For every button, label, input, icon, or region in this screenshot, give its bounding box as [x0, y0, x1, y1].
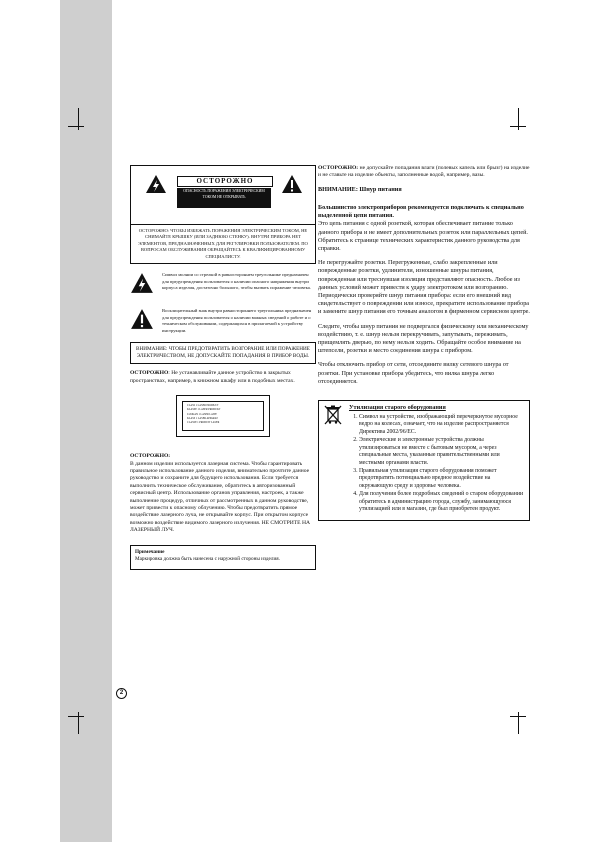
laser-label-line: LUOKAN 1 LASER LAITE	[187, 412, 217, 416]
laser-class-label	[176, 395, 270, 437]
left-column	[130, 165, 316, 570]
laser-label-line: KLASSE 1 LASER PRODUKT	[187, 408, 221, 412]
power-cord-paragraph: Это цепь питания с одной розеткой, которая обеспечивает питание только данного прибора и не имеет дополнительных розеток или параллельных цепей. Обратитесь к странице технических характеристик данного руководства для справки.	[318, 220, 528, 253]
install-caution-label: ОСТОРОЖНО	[130, 370, 169, 377]
laser-label-line: CLASSE 1 PRODUIT LASER	[187, 421, 220, 425]
power-cord-paragraph: Не перегружайте розетки. Перегруженные, слабо закрепленные или поврежденные розетки, удлинители, изношенные шнуры питания, поврежденная или треснувшая изоляция представляют опасность. Любое из данных условий может привести к удару электротоком или возгоранию. Периодически проверяйте шнур питания прибора: если его внешний вид свидетельствует о повреждении или износе, прекратите использование прибора и замените шнур питания его точным аналогом в фирменном сервисном центре.	[318, 259, 530, 316]
crossed-bin-icon	[323, 404, 343, 426]
list-item: 1. Символ на устройстве, изображающий перечеркнутое мусорное ведро на колесах, означает, что на изделие распространяется Директива 2002/96/EC.	[359, 414, 525, 436]
power-cord-paragraph: Чтобы отключить прибор от сети, отсоедините вилку сетевого шнура от розетки. При установке прибора убедитесь, что вилка шнура легко отсоединяется.	[318, 361, 509, 385]
laser-label-line: KLASS 1 LASER APPARAT	[187, 416, 218, 420]
warning-subtitle: ОПАСНОСТЬ ПОРАЖЕНИЯ ЭЛЕКТРИЧЕСКИМ ТОКОМ НЕ ОТКРЫВАТЬ	[177, 188, 271, 208]
note-text: Маркировка должна быть нанесена с наружной стороны изделия.	[135, 555, 280, 562]
disposal-box	[318, 400, 530, 521]
page-number: 2	[116, 688, 127, 699]
water-caution-label: ОСТОРОЖНО:	[318, 165, 359, 171]
laser-caution-label	[130, 453, 316, 460]
list-item: 3. Правильная утилизация старого оборудования поможет предотвратить потенциально вредное воздействие на окружающую среду и здоровье человека.	[359, 468, 525, 490]
install-caution	[130, 370, 316, 385]
lightning-symbol-explanation	[130, 272, 316, 294]
power-cord-title: ВНИМАНИЕ: Шнур питания	[318, 185, 402, 193]
warning-text: ОСТОРОЖНО: ЧТОБЫ ИЗБЕЖАТЬ ПОРАЖЕНИЯ ЭЛЕКТРИЧЕСКИМ ТОКОМ, НЕ СНИМАЙТЕ КРЫШКУ (ИЛИ ЗАДНЮЮ СТЕНКУ). ВНУТРИ ПРИБОРА НЕТ ЭЛЕМЕНТОВ, ПРЕДНАЗНАЧЕННЫХ ДЛЯ РЕГУЛИРОВКИ ПОЛЬЗОВАТЕЛЕМ. ПО ВОПРОСАМ ОБСЛУЖИВАНИЯ ОБРАЩАЙТЕСЬ К КВАЛИФИЦИРОВАННОМУ СПЕЦИАЛИСТУ.	[130, 225, 316, 264]
note-title: Примечание	[135, 548, 165, 555]
water-caution-text: не допускайте попадания влаги (полевых капель или брызг) на изделие и не ставьте на изделие объекты, заполненные водой, например, вазы.	[318, 165, 530, 179]
exclamation-symbol-explanation	[130, 308, 316, 334]
list-item: 2. Электрические и электронные устройства должны утилизироваться не вместе с бытовым мусором, а через специальные места, указанные правительственными или местными органами власти.	[359, 437, 525, 467]
note-box	[130, 545, 316, 570]
crop-mark	[68, 716, 84, 717]
laser-class-label-inner	[182, 401, 264, 431]
laser-caution-text: В данном изделии используется лазерная система. Чтобы гарантировать правильное использование данного изделия, внимательно прочтите данное руководство и сохраните для будущего использования. Если требуется выполнить техническое обслуживание, обратитесь в авторизованный сервисный центр. Использование органов управления, настроек, а также выполнение процедур, отличных от рассмотренных в данном руководстве, может привести к опасному облучению. Чтобы предотвратить прямое воздействие лазерного луча, не открывайте корпус. При открытом корпусе возможно воздействие видимого лазерного излучения. НЕ СМОТРИТЕ НА ЛАЗЕРНЫЙ ЛУЧ.	[130, 460, 311, 534]
right-column	[318, 165, 530, 521]
exclamation-symbol-text: Восклицательный знак внутри равностороннего треугольника предназначен для предупреждения пользователя о наличии важных сведений о работе и о техническом обслуживании, содержащихся в прилагаемой к устройству инструкции.	[162, 308, 312, 333]
disposal-title: Утилизация старого оборудования	[349, 404, 446, 412]
power-cord-paragraph: Следите, чтобы шнур питания не подвергался физическому или механическому воздействию, т. е. шнур нельзя перекручивать, запутывать, пережимать, прищемлять дверью, по нему нельзя ходить. Обращайте особое внимание на штепсели, розетки и место соединения шнура с прибором.	[318, 322, 529, 355]
page-content	[130, 165, 550, 725]
exclamation-warning-icon	[130, 308, 154, 330]
disposal-list	[323, 414, 525, 513]
laser-label-line: CLASS 1 LASER PRODUCT	[187, 404, 219, 408]
lightning-warning-icon	[145, 174, 167, 194]
crop-mark	[68, 126, 84, 127]
warning-box	[130, 165, 316, 225]
lightning-symbol-text: Символ молнии со стрелкой в равностороннем треугольнике предназначен для предупреждения пользователя о наличии опасного напряжения внутри корпуса изделия, достаточно большого, чтобы вызвать поражение человека.	[162, 272, 311, 291]
warning-title: ОСТОРОЖНО	[177, 176, 273, 187]
lightning-warning-icon	[130, 272, 154, 294]
exclamation-warning-icon	[281, 174, 303, 194]
water-caution	[318, 165, 530, 180]
fire-warning-box: ВНИМАНИЕ: ЧТОБЫ ПРЕДОТВРАТИТЬ ВОЗГОРАНИЕ ИЛИ ПОРАЖЕНИЕ ЭЛЕКТРИЧЕСТВОМ, НЕ ДОПУСКАЙТЕ ПОПАДАНИЯ В ПРИБОР ВОДЫ.	[130, 342, 316, 364]
crop-mark	[510, 126, 526, 127]
power-cord-lead: Большинство электроприборов рекомендуется подключать к специально выделенной цепи питания.	[318, 204, 524, 220]
list-item: 4. Для получения более подробных сведений о старом оборудовании обратитесь в администрацию города, службу, занимающуюся утилизацией или в магазин, где был приобретен продукт.	[359, 491, 525, 513]
laser-caution-heading: ОСТОРОЖНО:	[130, 453, 171, 460]
install-caution-text: : Не устанавливайте данное устройство в закрытых пространствах, например, в книжном шкафу или в подобных местах.	[130, 370, 295, 384]
